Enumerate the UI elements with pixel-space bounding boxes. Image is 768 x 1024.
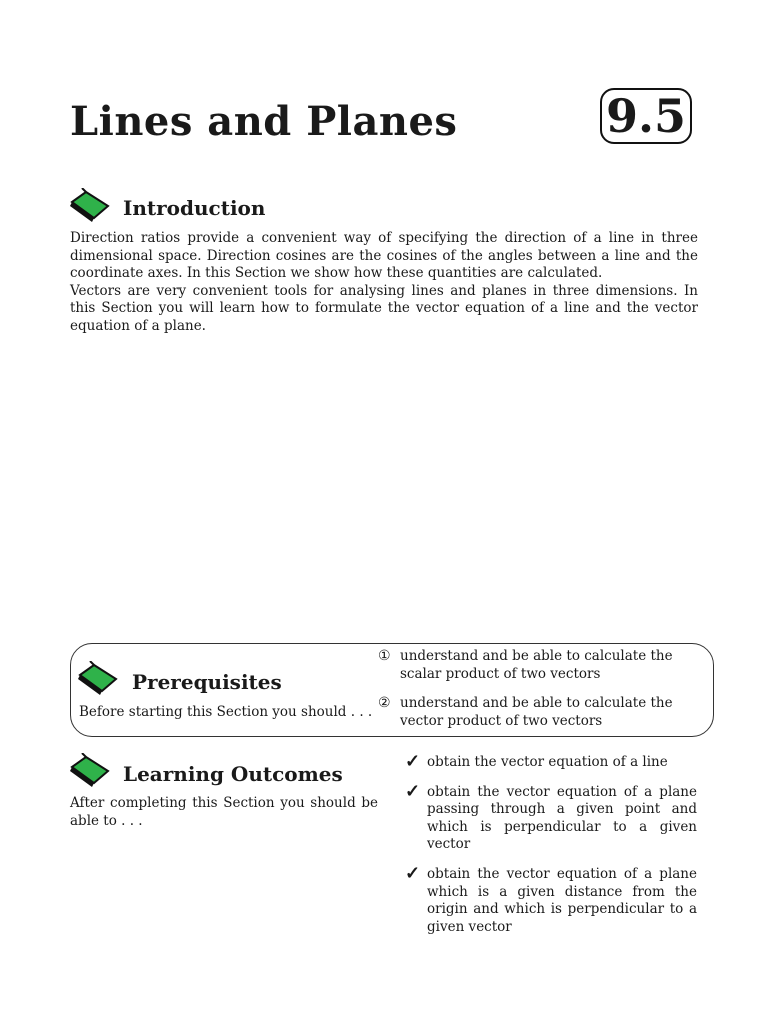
- pen-arrow-icon: [68, 753, 112, 789]
- list-item-text: obtain the vector equation of a line: [427, 754, 668, 770]
- circled-number-icon: ②: [378, 695, 391, 712]
- list-item: [378, 695, 678, 730]
- section-number-badge: 9.5: [600, 88, 692, 144]
- learning-outcomes-lead: After completing this Section you should be able to . . .: [70, 795, 378, 829]
- page-title: Lines and Planes: [70, 98, 458, 145]
- prerequisites-heading: Prerequisites: [132, 670, 282, 694]
- checkmark-icon: ✓: [405, 780, 421, 802]
- list-item-text: understand and be able to calculate the scalar product of two vectors: [400, 648, 673, 682]
- prerequisites-list: [378, 648, 678, 730]
- circled-number-icon: ①: [378, 648, 391, 664]
- prerequisites-lead: Before starting this Section you should . . .: [79, 704, 373, 720]
- introduction-paragraph: Vectors are very convenient tools for analysing lines and planes in three dimensions. In this Section you will learn how to formulate the vector equation of a line and the vector equation of a plane.: [70, 282, 698, 334]
- learning-outcomes-list: [405, 751, 697, 936]
- checkmark-icon: ✓: [405, 751, 421, 772]
- introduction-heading: Introduction: [123, 196, 266, 220]
- list-item: [405, 751, 697, 772]
- list-item: [405, 862, 697, 936]
- list-item: [405, 780, 697, 854]
- list-item-text: obtain the vector equation of a plane which is a given distance from the origin and which is perpendicular to a given vector: [427, 865, 697, 935]
- pen-arrow-icon: [68, 188, 112, 224]
- list-item-text: obtain the vector equation of a plane passing through a given point and which is perpendicular to a given vector: [427, 783, 697, 853]
- checkmark-icon: ✓: [405, 862, 421, 884]
- learning-outcomes-heading: Learning Outcomes: [123, 762, 343, 786]
- list-item: [378, 648, 678, 683]
- introduction-paragraph: Direction ratios provide a convenient way of specifying the direction of a line in three dimensional space. Direction cosines are the cosines of the angles between a line and the coordinate axes. In this Section we show how these quantities are calculated.: [70, 230, 698, 282]
- list-item-text: understand and be able to calculate the vector product of two vectors: [400, 695, 673, 729]
- pen-arrow-icon: [76, 661, 120, 697]
- introduction-body: [70, 230, 698, 336]
